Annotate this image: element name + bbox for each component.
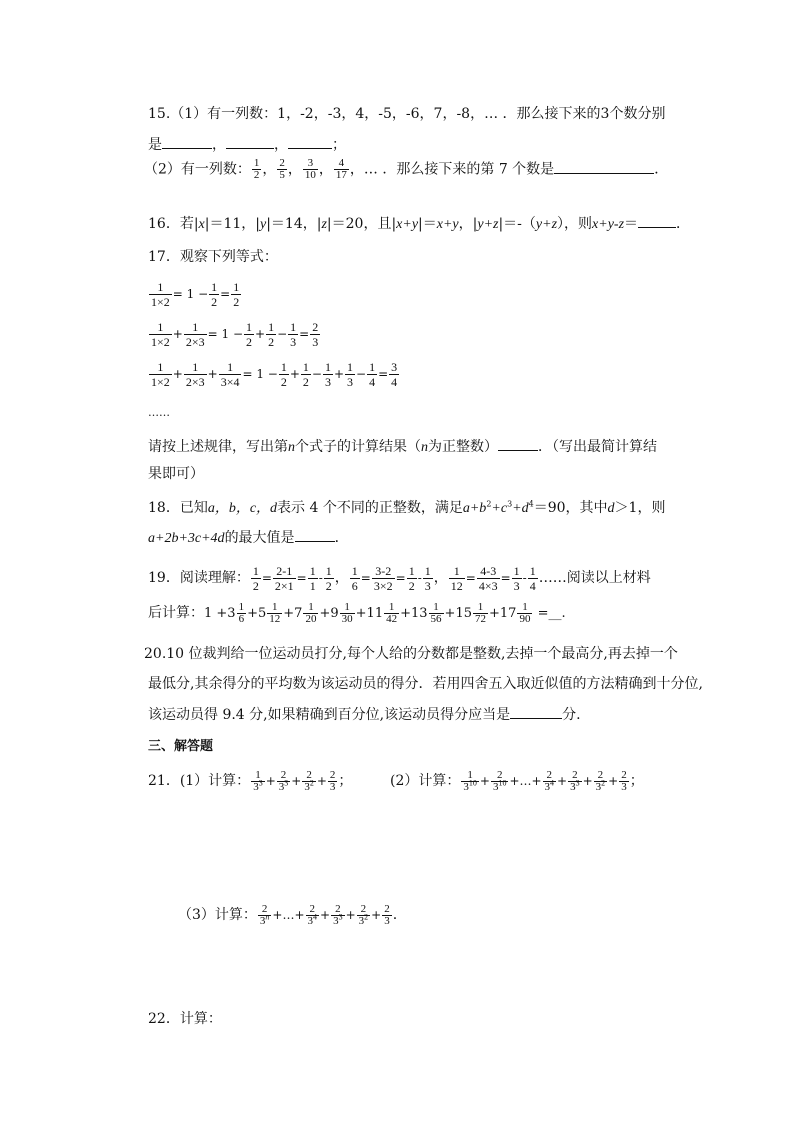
fraction: $\frac{1}{90}$ bbox=[519, 601, 531, 625]
fraction: $\frac{1}{2}$ bbox=[408, 564, 415, 593]
answer-blank[interactable] bbox=[554, 159, 654, 174]
fraction: $\frac{4}{17}$ bbox=[335, 157, 347, 181]
whole-part: 11 bbox=[366, 606, 384, 621]
q18-line1: 18．已知a，b，c，d表示 4 个不同的正整数，满足$a+b^2+c^3+d^4=90$，其中d＞1，则 bbox=[148, 499, 666, 516]
fraction: $\frac{1}{12}$ bbox=[450, 564, 463, 593]
fraction: $\frac{2}{3^4}$ bbox=[544, 769, 555, 793]
fraction: $\frac{2-1}{2\times 1}$ bbox=[274, 564, 294, 593]
q15-line2: 是 ， ， ； bbox=[148, 134, 346, 155]
fraction: $\frac{1}{4}$ bbox=[529, 564, 536, 593]
fraction: $\frac{2}{3^3}$ bbox=[333, 903, 343, 927]
q15-part2: （2）有一列数： $\frac{1}{2}$ ， $\frac{2}{5}$ ， $\frac{3}{10}$ ， $\frac{4}{17}$ ，… ．那么接下来的第 7 个数是 ． bbox=[144, 157, 669, 181]
fraction: $\frac{2}{5}$ bbox=[279, 157, 285, 181]
fraction: $\frac{1}{20}$ bbox=[305, 601, 317, 625]
whole-part: 9 bbox=[330, 606, 339, 621]
fraction: $\frac{1}{3}$ bbox=[324, 360, 331, 389]
fraction: $\frac{2}{3}$ bbox=[312, 320, 319, 349]
fraction: $\frac{2}{3^4}$ bbox=[307, 903, 318, 927]
fraction: $\frac{1}{2}$ bbox=[325, 564, 332, 593]
fraction: $\frac{1}{2\times 3}$ bbox=[185, 360, 205, 389]
fraction: $\frac{1}{2}$ bbox=[280, 360, 287, 389]
fraction: $\frac{2}{3^2}$ bbox=[595, 769, 606, 793]
whole-part: 7 bbox=[294, 606, 303, 621]
whole-part: 17 bbox=[499, 606, 517, 621]
q17-question: 请按上述规律，写出第n个式子的计算结果（n为正整数） ．（写出最简计算结 bbox=[148, 436, 657, 458]
fraction: $\frac{2}{3^{10}}$ bbox=[492, 769, 507, 793]
q19-material: 19．阅读理解： $\frac{1}{2}$ = $\frac{2-1}{2\times 1}$ = $\frac{1}{1}$ - $\frac{1}{2}$ ， $\frac{1}{6}$ = $\frac{3-2}{3\times 2}$ = $\frac{1}{2}$ - $\frac{1}{3}$ ， $\frac{1}{12}$ = $\frac{4-3}{4\times 3}$ = $\frac{1}{3}$ - $\frac{1}{4}$ ……阅读以上材料 bbox=[148, 564, 651, 593]
whole-part: 3 bbox=[227, 606, 236, 621]
answer-blank[interactable] bbox=[510, 704, 562, 719]
fraction: $\frac{1}{3}$ bbox=[347, 360, 354, 389]
fraction: $\frac{1}{3}$ bbox=[513, 564, 520, 593]
fraction: $\frac{1}{56}$ bbox=[430, 601, 442, 625]
fraction: $\frac{1}{2}$ bbox=[246, 320, 252, 349]
q20-line3: 该运动员得 9.4 分,如果精确到百分位,该运动员得分应当是 分. bbox=[148, 704, 581, 725]
fraction: $\frac{1}{1\times 2}$ bbox=[151, 320, 170, 349]
fraction: $\frac{1}{2}$ bbox=[302, 360, 309, 389]
fraction: $\frac{1}{2}$ bbox=[211, 280, 218, 309]
q17-equation-3: $\frac{1}{1\times 2}$ + $\frac{1}{2\times 3}$ + $\frac{1}{3\times 4}$ = 1 − $\frac{1}{2}$ + $\frac{1}{2}$ − $\frac{1}{3}$ + $\frac{1}{3}$ − $\frac{1}{4}$ = $\frac{3}{4}$ bbox=[151, 360, 398, 389]
fraction: $\frac{1}{3}$ bbox=[424, 564, 431, 593]
answer-blank[interactable] bbox=[498, 436, 538, 451]
q17-question-cont: 果即可） bbox=[148, 466, 204, 482]
answer-blank[interactable] bbox=[162, 134, 212, 149]
mixed-number-terms: 3 $\frac{1}{6}$ +5 $\frac{1}{12}$ +7 $\frac{1}{20}$ +9 $\frac{1}{30}$ +11 $\frac{1}{42}$ +13 $\frac{1}{56}$ +15 $\frac{1}{72}$ +17 $\frac{1}{90}$ bbox=[227, 601, 531, 625]
fraction: $\frac{1}{2\times 3}$ bbox=[185, 320, 205, 349]
section-heading: 三、解答题 bbox=[148, 739, 214, 754]
fraction: $\frac{1}{42}$ bbox=[386, 601, 398, 625]
fraction: $\frac{1}{30}$ bbox=[341, 601, 353, 625]
fraction: $\frac{2}{3^3}$ bbox=[570, 769, 580, 793]
fraction: $\frac{1}{1\times 2}$ bbox=[151, 360, 170, 389]
q18-line2: a+2b+3c+4d的最大值是 ． bbox=[148, 527, 349, 549]
q21-part2: (2）计算： $\frac{1}{3^{10}}$ + $\frac{2}{3^{10}}$ +…+ $\frac{2}{3^4}$ + $\frac{2}{3^3}$ + $\frac{2}{3^2}$ + $\frac{2}{3}$ ； bbox=[390, 769, 644, 793]
fraction: $\frac{2}{3^3}$ bbox=[278, 769, 289, 793]
fraction: $\frac{2}{3}$ bbox=[621, 769, 627, 793]
fraction: $\frac{1}{3^{10}}$ bbox=[463, 769, 477, 793]
fraction: $\frac{1}{12}$ bbox=[269, 601, 281, 625]
q17-title: 17．观察下列等式： bbox=[148, 249, 278, 265]
answer-blank[interactable] bbox=[226, 134, 274, 149]
whole-part: 15 bbox=[455, 606, 472, 621]
fraction: $\frac{1}{6}$ bbox=[351, 564, 358, 593]
fraction: $\frac{1}{4}$ bbox=[369, 360, 376, 389]
fraction: $\frac{2}{3^n}$ bbox=[259, 903, 270, 927]
q15-line1: 15.（1）有一列数：1，-2，-3，4，-5，-6，7，-8，… ．那么接下来的3个数分别 bbox=[148, 106, 666, 122]
fraction: $\frac{4-3}{4\times 3}$ bbox=[478, 564, 498, 593]
fraction: $\frac{3-2}{3\times 2}$ bbox=[373, 564, 393, 593]
fraction: $\frac{1}{2}$ bbox=[252, 564, 259, 593]
fraction: $\frac{3}{10}$ bbox=[304, 157, 316, 181]
q20-line1: 20.10 位裁判给一位运动员打分,每个人给的分数都是整数,去掉一个最高分,再去掉一个 bbox=[144, 646, 678, 662]
q19-calculation: 后计算：1 +3 $\frac{1}{6}$ +5 $\frac{1}{12}$ +7 $\frac{1}{20}$ +9 $\frac{1}{30}$ +11 $\frac{1}{42}$ +13 $\frac{1}{56}$ +15 $\frac{1}{72}$ +17 $\frac{1}{90}$ =__. bbox=[148, 601, 566, 625]
q20-line2: 最低分,其余得分的平均数为该运动员的得分．若用四舍五入取近似值的方法精确到十分位, bbox=[148, 676, 703, 692]
fraction: $\frac{1}{2}$ bbox=[268, 320, 275, 349]
fraction: $\frac{1}{2}$ bbox=[233, 280, 240, 309]
whole-part: 5 bbox=[257, 606, 267, 621]
fraction: $\frac{3}{4}$ bbox=[391, 360, 398, 389]
answer-blank[interactable] bbox=[638, 213, 676, 228]
fraction: $\frac{1}{1\times 2}$ bbox=[151, 280, 170, 309]
q21-part1: 21．(1）计算： $\frac{1}{3^3}$ + $\frac{2}{3^3}$ + $\frac{2}{3^2}$ + $\frac{2}{3}$ ； bbox=[148, 769, 353, 793]
q22: 22．计算： bbox=[148, 1011, 222, 1027]
fraction: $\frac{2}{3}$ bbox=[329, 769, 336, 793]
fraction: $\frac{1}{3^3}$ bbox=[253, 769, 263, 793]
fraction: $\frac{1}{1}$ bbox=[309, 564, 316, 593]
answer-blank[interactable] bbox=[295, 527, 335, 542]
q17-equation-1: $\frac{1}{1\times 2}$ = 1 − $\frac{1}{2}$ = $\frac{1}{2}$ bbox=[151, 280, 240, 309]
fraction: $\frac{1}{6}$ bbox=[238, 601, 245, 625]
answer-blank[interactable] bbox=[288, 134, 332, 149]
whole-part: 13 bbox=[411, 606, 428, 621]
q17-ellipsis: …… bbox=[148, 406, 170, 419]
fraction: $\frac{1}{72}$ bbox=[475, 601, 486, 625]
fraction: $\frac{1}{2}$ bbox=[253, 157, 260, 181]
fraction: $\frac{1}{3\times 4}$ bbox=[220, 360, 240, 389]
fraction: $\frac{2}{3}$ bbox=[384, 903, 390, 927]
fraction: $\frac{1}{3}$ bbox=[290, 320, 297, 349]
q17-equation-2: $\frac{1}{1\times 2}$ + $\frac{1}{2\times 3}$ = 1 − $\frac{1}{2}$ + $\frac{1}{2}$ − $\frac{1}{3}$ = $\frac{2}{3}$ bbox=[151, 320, 319, 349]
q16: 16．若|x|＝11，|y|＝14，|z|＝20，且|x+y|＝x+y，|y+z|＝-（y+z），则x+y-z＝ ． bbox=[148, 213, 690, 235]
fraction: $\frac{2}{3^2}$ bbox=[358, 903, 369, 927]
q21-part3: （3）计算： $\frac{2}{3^n}$ +…+ $\frac{2}{3^4}$ + $\frac{2}{3^3}$ + $\frac{2}{3^2}$ + $\frac{2}{3}$ . bbox=[178, 903, 398, 927]
fraction: $\frac{2}{3^2}$ bbox=[304, 769, 314, 793]
